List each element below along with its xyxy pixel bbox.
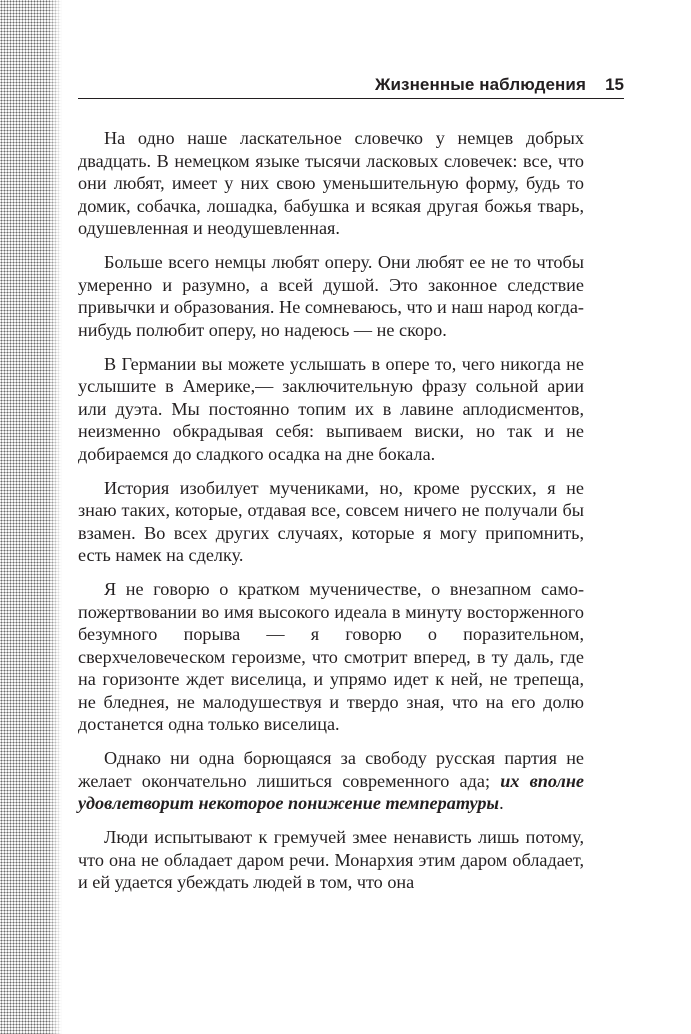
running-head (78, 74, 624, 99)
page-number: 15 (605, 75, 624, 94)
paragraph-text: Однако ни одна борющаяся за свободу русская партия не желает окончательно лишиться современного ада; (78, 748, 584, 791)
body-text (78, 127, 584, 905)
paragraph: В Германии вы можете услышать в опере то, чего никогда не услышите в Америке,— заключительную фразу сольной арии или дуэта. Мы постоянно топим их в лавине аплодисментов, неизменно обкрадывая себя: выпиваем виски, но так и не добираемся до сладкого осадка на дне бокала. (78, 353, 584, 464)
paragraph (78, 747, 584, 815)
emphasized-text: их вполне удовлетворит некоторое понижение температуры (78, 770, 584, 813)
paragraph: Люди испытывают к гремучей змее ненависть лишь потому, что она не обладает даром речи. Монархия этим даром обладает, и ей удается убеждать людей в том, что она (78, 827, 584, 892)
paragraph: Я не говорю о кратком мученичестве, о внезапном самопожертвовании во имя высокого идеала в минуту восторженного безумного порыва — я говорю о поразительном, сверхчеловеческом героизме, что смотрит вперед, в ту даль, где на горизонте ждет виселица, и упрямо идет к ней, не трепеща, не бледнея, не малодушествуя и твердо зная, что на его долю достанется одна только виселица. (78, 579, 584, 734)
paragraph-tail: . (499, 793, 504, 813)
paragraph: Больше всего немцы любят оперу. Они любят ее не то чтобы умеренно и разумно, а всей душой. Это законное следствие привычки и образования. Не сомневаюсь, что и наш народ когда-нибудь полюбит оперу, но надеюсь — не скоро. (78, 252, 584, 340)
page-edge-halftone (0, 0, 62, 1034)
section-title: Жизненные наблюдения (375, 75, 586, 94)
paragraph: История изобилует мучениками, но, кроме русских, я не знаю таких, которые, отдавая все, совсем ничего не получали бы взамен. Во всех других случаях, которые я могу припомнить, есть намек на сделку. (78, 477, 584, 565)
paragraph: На одно наше ласкательное словечко у немцев добрых двадцать. В немецком языке тысячи ласковых словечек: все, что они любят, имеет у них свою уменьшительную форму, будь то домик, собачка, лошадка, бабушка и всякая другая божья тварь, одушевленная и неодушевленная. (78, 128, 584, 238)
